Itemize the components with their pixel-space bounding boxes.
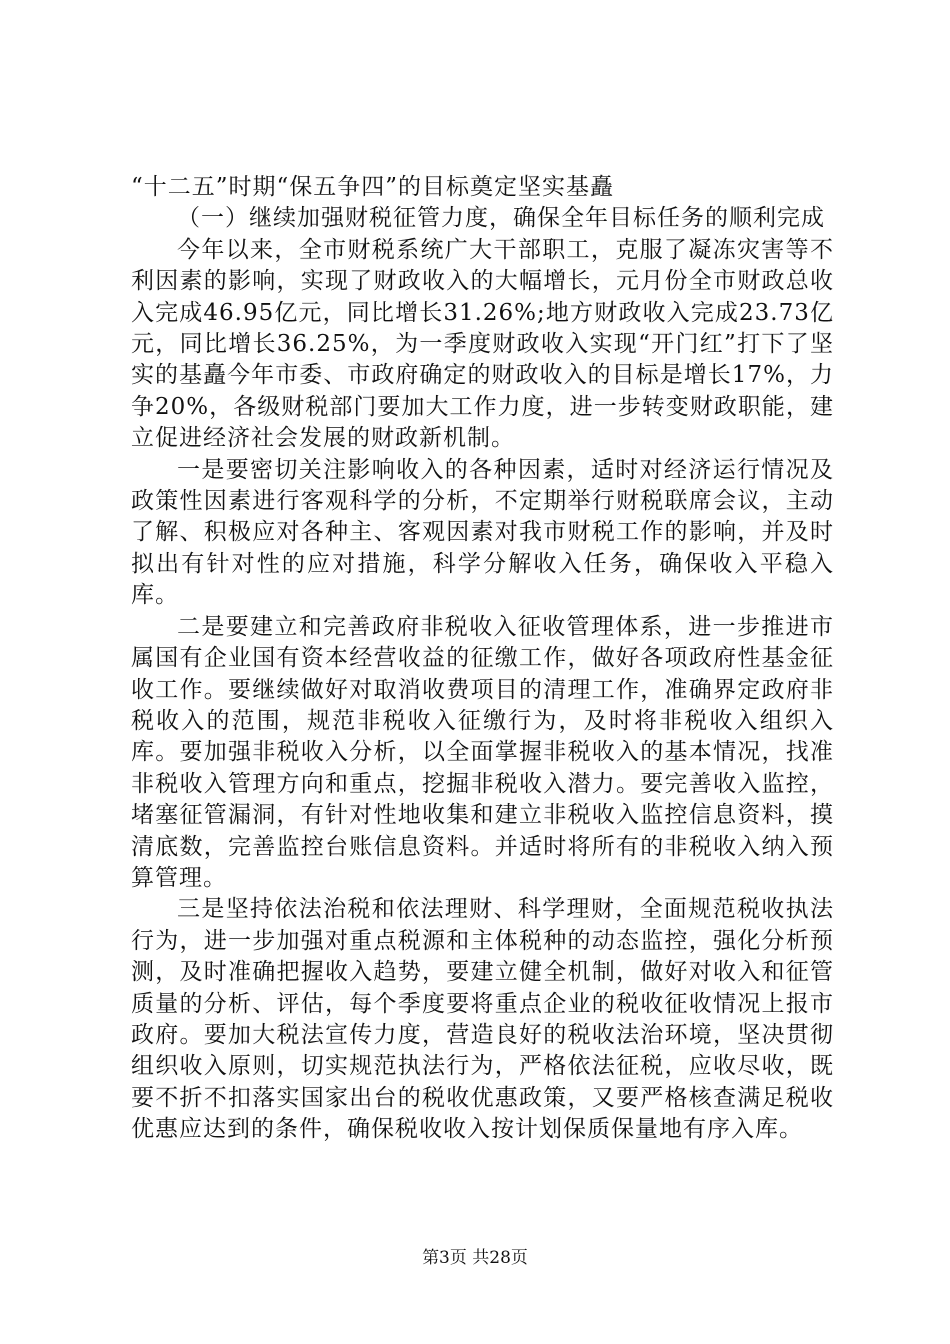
body-paragraph: 一是要密切关注影响收入的各种因素，适时对经济运行情况及政策性因素进行客观科学的分析，不定期举行财税联席会议，主动了解、积极应对各种主、客观因素对我市财税工作的影响，并及时拟出有针对性的应对措施，科学分解收入任务，确保收入平稳入库。 [131,456,834,609]
page-number-footer: 第3页 共28页 [422,1248,528,1268]
section-heading: （一）继续加强财税征管力度，确保全年目标任务的顺利完成 [177,205,825,232]
body-paragraph: 三是坚持依法治税和依法理财、科学理财，全面规范税收执法行为，进一步加强对重点税源和主体税种的动态监控，强化分析预测，及时准确把握收入趋势，要建立健全机制，做好对收入和征管质量的分析、评估，每个季度要将重点企业的税收征收情况上报市政府。要加大税法宣传力度，营造良好的税收法治环境，坚决贯彻组织收入原则，切实规范执法行为，严格依法征税，应收尽收，既要不折不扣落实国家出台的税收优惠政策，又要严格核查满足税收优惠应达到的条件，确保税收收入按计划保质保量地有序入库。 [131,896,834,1143]
heading-continuation: “十二五”时期“保五争四”的目标奠定坚实基矗 [131,174,615,200]
body-paragraph: 二是要建立和完善政府非税收入征收管理体系，进一步推进市属国有企业国有资本经营收益的征缴工作，做好各项政府性基金征收工作。要继续做好对取消收费项目的清理工作，准确界定政府非税收入的范围，规范非税收入征缴行为，及时将非税收入组织入库。要加强非税收入分析，以全面掌握非税收入的基本情况，找准非税收入管理方向和重点，挖掘非税收入潜力。要完善收入监控，堵塞征管漏洞，有针对性地收集和建立非税收入监控信息资料，摸清底数，完善监控台账信息资料。并适时将所有的非税收入纳入预算管理。 [131,613,834,891]
document-body [131,172,834,1146]
body-paragraph: 今年以来，全市财税系统广大干部职工，克服了凝冻灾害等不利因素的影响，实现了财政收入的大幅增长，元月份全市财政总收入完成46.95亿元，同比增长31.26%;地方财政收入完成23.73亿元，同比增长36.25%，为一季度财政收入实现“开门红”打下了坚实的基矗今年市委、市政府确定的财政收入的目标是增长17%，力争20%，各级财税部门要加大工作力度，进一步转变财政职能，建立促进经济社会发展的财政新机制。 [131,236,834,452]
